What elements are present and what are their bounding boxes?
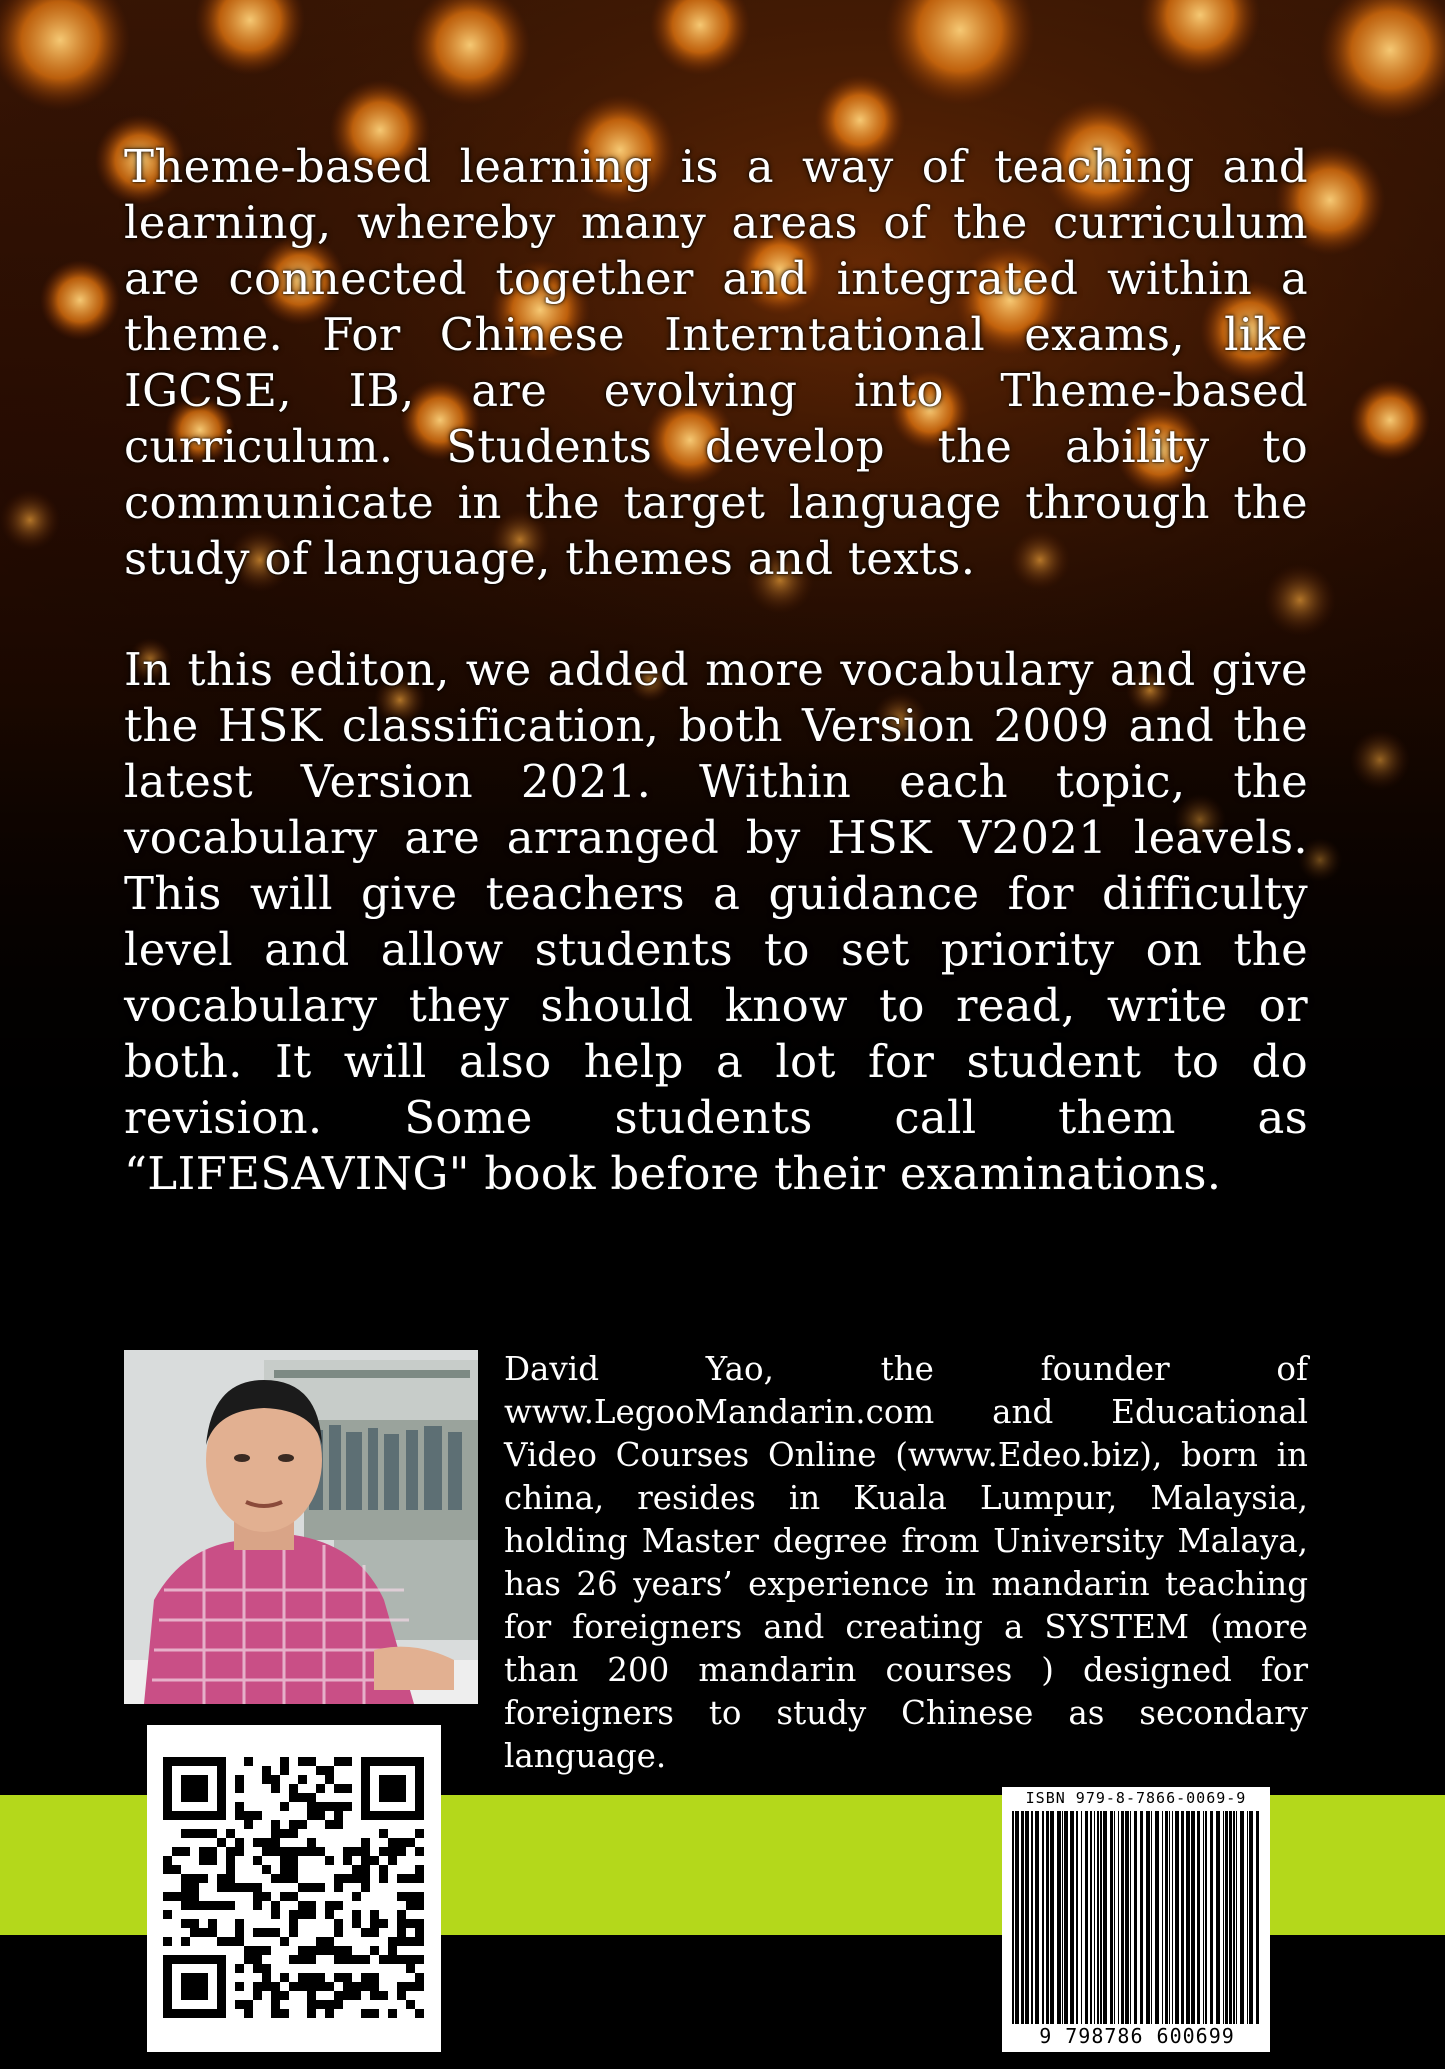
description-paragraph-2: In this editon, we added more vocabulary and give the HSK classification, both Version 2009 and the latest Version 2021. Within each topic, the vocabulary are arranged by HSK V2021 leavels. This will give teachers a guidance for difficulty level and allow students to set priority on the vocabulary they should know to read, write or both. It will also help a lot for student to do revision. Some students call them as “LIFESAVING" book before their examinations. [124,643,1308,1200]
barcode-digits: 9 798786 600699 [1006,2024,1268,2048]
isbn-label: ISBN 979-8-7866-0069-9 [1025,1789,1247,1807]
isbn-barcode [1002,1787,1270,2052]
qr-code [147,1725,441,2052]
description-paragraph-1: Theme-based learning is a way of teaching and learning, whereby many areas of the curriculum are connected together and integrated within a theme. For Chinese Interntational exams, like IGCSE, IB, are evolving into Theme-based curriculum. Students develop the ability to communicate in the target language through the study of language, themes and texts. [124,140,1308,585]
author-photo [124,1350,478,1704]
author-bio: David Yao, the founder of www.LegooMandarin.com and Educational Video Courses Online (www.Edeo.biz), born in china, resides in Kuala Lumpur, Malaysia, holding Master degree from University Malaya, has 26 years’ experience in mandarin teaching for foreigners and creating a SYSTEM (more than 200 mandarin courses ) designed for foreigners to study Chinese as secondary language. [504,1350,1308,1775]
